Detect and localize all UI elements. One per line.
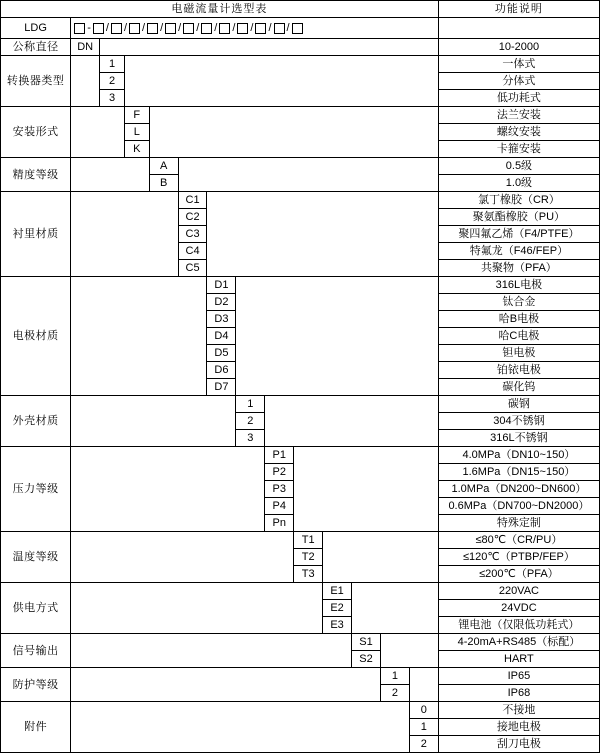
desc-pressure-4: 0.6MPa（DN700~DN2000） [438, 498, 599, 515]
code-box [183, 23, 194, 34]
row-label-pressure: 压力等级 [1, 447, 71, 532]
code-install-type-2: L [124, 124, 149, 141]
code-nominal-diameter: DN [71, 39, 100, 56]
model-code-boxes [71, 18, 439, 39]
code-temperature-2: T2 [294, 549, 323, 566]
code-electrode-2: D2 [207, 294, 236, 311]
desc-housing-1: 碳钢 [438, 396, 599, 413]
row-label-install-type: 安装形式 [1, 107, 71, 158]
spacer-cell [71, 107, 125, 158]
desc-housing-3: 316L不锈钢 [438, 430, 599, 447]
code-separator: / [286, 22, 290, 34]
code-housing-1: 1 [236, 396, 265, 413]
code-separator: - [87, 22, 91, 34]
code-box [292, 23, 303, 34]
row-nominal-diameter [1, 39, 600, 56]
row-install-type-1 [1, 107, 600, 124]
code-accessory-1: 0 [409, 702, 438, 719]
desc-column-header: 功能说明 [438, 1, 599, 18]
page-title: 电磁流量计选型表 [1, 1, 439, 18]
code-box [147, 23, 158, 34]
spacer-cell [294, 447, 439, 532]
code-temperature-3: T3 [294, 566, 323, 583]
desc-electrode-7: 碳化钨 [438, 379, 599, 396]
code-separator: / [196, 22, 200, 34]
code-temperature-1: T1 [294, 532, 323, 549]
code-box [129, 23, 140, 34]
code-box [93, 23, 104, 34]
desc-temperature-3: ≤200℃（PFA） [438, 566, 599, 583]
spacer-cell [71, 158, 149, 192]
desc-lining-5: 共聚物（PFA） [438, 260, 599, 277]
desc-temperature-1: ≤80℃（CR/PU） [438, 532, 599, 549]
spacer-cell [409, 668, 438, 702]
desc-temperature-2: ≤120℃（PTBP/FEP） [438, 549, 599, 566]
spacer-cell [71, 583, 323, 634]
spacer-cell [71, 396, 236, 447]
model-prefix: LDG [1, 18, 71, 39]
row-lining-1 [1, 192, 600, 209]
row-signal-1 [1, 634, 600, 651]
spacer-cell [124, 56, 438, 107]
row-label-housing: 外壳材质 [1, 396, 71, 447]
row-label-lining: 衬里材质 [1, 192, 71, 277]
code-box [201, 23, 212, 34]
row-housing-1 [1, 396, 600, 413]
row-temperature-1 [1, 532, 600, 549]
code-electrode-7: D7 [207, 379, 236, 396]
code-converter-type-2: 2 [100, 73, 125, 90]
desc-accuracy-2: 1.0级 [438, 175, 599, 192]
code-lining-4: C4 [178, 243, 207, 260]
code-housing-3: 3 [236, 430, 265, 447]
row-pressure-1 [1, 447, 600, 464]
desc-converter-type-1: 一体式 [438, 56, 599, 73]
code-box [237, 23, 248, 34]
code-accuracy-2: B [149, 175, 178, 192]
desc-converter-type-3: 低功耗式 [438, 90, 599, 107]
code-pressure-1: P1 [265, 447, 294, 464]
code-box [111, 23, 122, 34]
row-power-1 [1, 583, 600, 600]
code-converter-type-1: 1 [100, 56, 125, 73]
code-separator: / [214, 22, 218, 34]
desc-housing-2: 304不锈钢 [438, 413, 599, 430]
code-box [255, 23, 266, 34]
code-lining-1: C1 [178, 192, 207, 209]
desc-power-2: 24VDC [438, 600, 599, 617]
code-separator: / [105, 22, 109, 34]
spacer-cell [265, 396, 439, 447]
code-electrode-4: D4 [207, 328, 236, 345]
code-separator: / [268, 22, 272, 34]
spacer-cell [71, 192, 178, 277]
spacer-cell [71, 277, 207, 396]
desc-protection-1: IP65 [438, 668, 599, 685]
desc-power-3: 锂电池（仅限低功耗式） [438, 617, 599, 634]
desc-accessory-3: 刮刀电极 [438, 736, 599, 753]
desc-pressure-3: 1.0MPa（DN200~DN600） [438, 481, 599, 498]
code-accessory-3: 2 [409, 736, 438, 753]
code-lining-5: C5 [178, 260, 207, 277]
desc-protection-2: IP68 [438, 685, 599, 702]
code-install-type-3: K [124, 141, 149, 158]
desc-lining-1: 氯丁橡胶（CR） [438, 192, 599, 209]
desc-accessory-1: 不接地 [438, 702, 599, 719]
spacer-cell [100, 39, 439, 56]
code-housing-2: 2 [236, 413, 265, 430]
code-separator: / [142, 22, 146, 34]
spacer-cell [380, 634, 438, 668]
row-label-nominal-diameter: 公称直径 [1, 39, 71, 56]
desc-install-type-3: 卡箍安装 [438, 141, 599, 158]
desc-accessory-2: 接地电极 [438, 719, 599, 736]
code-protection-1: 1 [380, 668, 409, 685]
code-separator: / [232, 22, 236, 34]
spacer-cell [352, 583, 439, 634]
code-box [274, 23, 285, 34]
desc-signal-2: HART [438, 651, 599, 668]
desc-pressure-1: 4.0MPa（DN10~150） [438, 447, 599, 464]
desc-install-type-1: 法兰安装 [438, 107, 599, 124]
code-protection-2: 2 [380, 685, 409, 702]
desc-accuracy-1: 0.5级 [438, 158, 599, 175]
code-pressure-2: P2 [265, 464, 294, 481]
spacer-cell [71, 56, 100, 107]
code-signal-2: S2 [352, 651, 381, 668]
code-box [165, 23, 176, 34]
code-converter-type-3: 3 [100, 90, 125, 107]
code-box-line [71, 18, 438, 38]
desc-converter-type-2: 分体式 [438, 73, 599, 90]
spacer-cell [71, 532, 294, 583]
spacer-cell [207, 192, 438, 277]
desc-electrode-4: 哈C电极 [438, 328, 599, 345]
code-power-3: E3 [323, 617, 352, 634]
code-electrode-6: D6 [207, 362, 236, 379]
code-separator: / [123, 22, 127, 34]
code-separator: / [178, 22, 182, 34]
code-accuracy-1: A [149, 158, 178, 175]
code-pressure-4: P4 [265, 498, 294, 515]
row-label-signal: 信号输出 [1, 634, 71, 668]
code-pressure-3: P3 [265, 481, 294, 498]
row-label-accessory: 附件 [1, 702, 71, 753]
row-label-power: 供电方式 [1, 583, 71, 634]
code-power-2: E2 [323, 600, 352, 617]
model-code-row [1, 18, 600, 39]
code-lining-3: C3 [178, 226, 207, 243]
code-install-type-1: F [124, 107, 149, 124]
row-accuracy-1 [1, 158, 600, 175]
row-protection-1 [1, 668, 600, 685]
desc-electrode-5: 钽电极 [438, 345, 599, 362]
code-separator: / [160, 22, 164, 34]
code-power-1: E1 [323, 583, 352, 600]
code-lining-2: C2 [178, 209, 207, 226]
spacer-cell [71, 447, 265, 532]
desc-electrode-2: 钛合金 [438, 294, 599, 311]
spacer-cell [71, 634, 352, 668]
spacer-cell [71, 668, 381, 702]
row-label-temperature: 温度等级 [1, 532, 71, 583]
desc-lining-4: 特氟龙（F46/FEP） [438, 243, 599, 260]
code-pressure-5: Pn [265, 515, 294, 532]
spacer-cell [323, 532, 439, 583]
table-title-row [1, 1, 600, 18]
desc-pressure-2: 1.6MPa（DN15~150） [438, 464, 599, 481]
spacer-cell [149, 107, 438, 158]
code-electrode-1: D1 [207, 277, 236, 294]
desc-pressure-5: 特殊定制 [438, 515, 599, 532]
desc-install-type-2: 螺纹安装 [438, 124, 599, 141]
desc-electrode-1: 316L电极 [438, 277, 599, 294]
desc-lining-3: 聚四氟乙烯（F4/PTFE） [438, 226, 599, 243]
row-electrode-1 [1, 277, 600, 294]
desc-electrode-3: 哈B电极 [438, 311, 599, 328]
spacer-cell [71, 702, 410, 753]
desc-lining-2: 聚氨酯橡胶（PU） [438, 209, 599, 226]
spacer-cell [236, 277, 438, 396]
row-label-electrode: 电极材质 [1, 277, 71, 396]
model-code-desc [438, 18, 599, 39]
code-electrode-3: D3 [207, 311, 236, 328]
desc-power-1: 220VAC [438, 583, 599, 600]
code-electrode-5: D5 [207, 345, 236, 362]
code-box [219, 23, 230, 34]
desc-electrode-6: 铂铱电极 [438, 362, 599, 379]
row-converter-type-1 [1, 56, 600, 73]
row-label-accuracy: 精度等级 [1, 158, 71, 192]
code-signal-1: S1 [352, 634, 381, 651]
row-label-converter-type: 转换器类型 [1, 56, 71, 107]
desc-nominal-diameter: 10-2000 [438, 39, 599, 56]
desc-signal-1: 4-20mA+RS485（标配） [438, 634, 599, 651]
code-separator: / [250, 22, 254, 34]
code-accessory-2: 1 [409, 719, 438, 736]
code-box [74, 23, 85, 34]
spacer-cell [178, 158, 438, 192]
row-label-protection: 防护等级 [1, 668, 71, 702]
